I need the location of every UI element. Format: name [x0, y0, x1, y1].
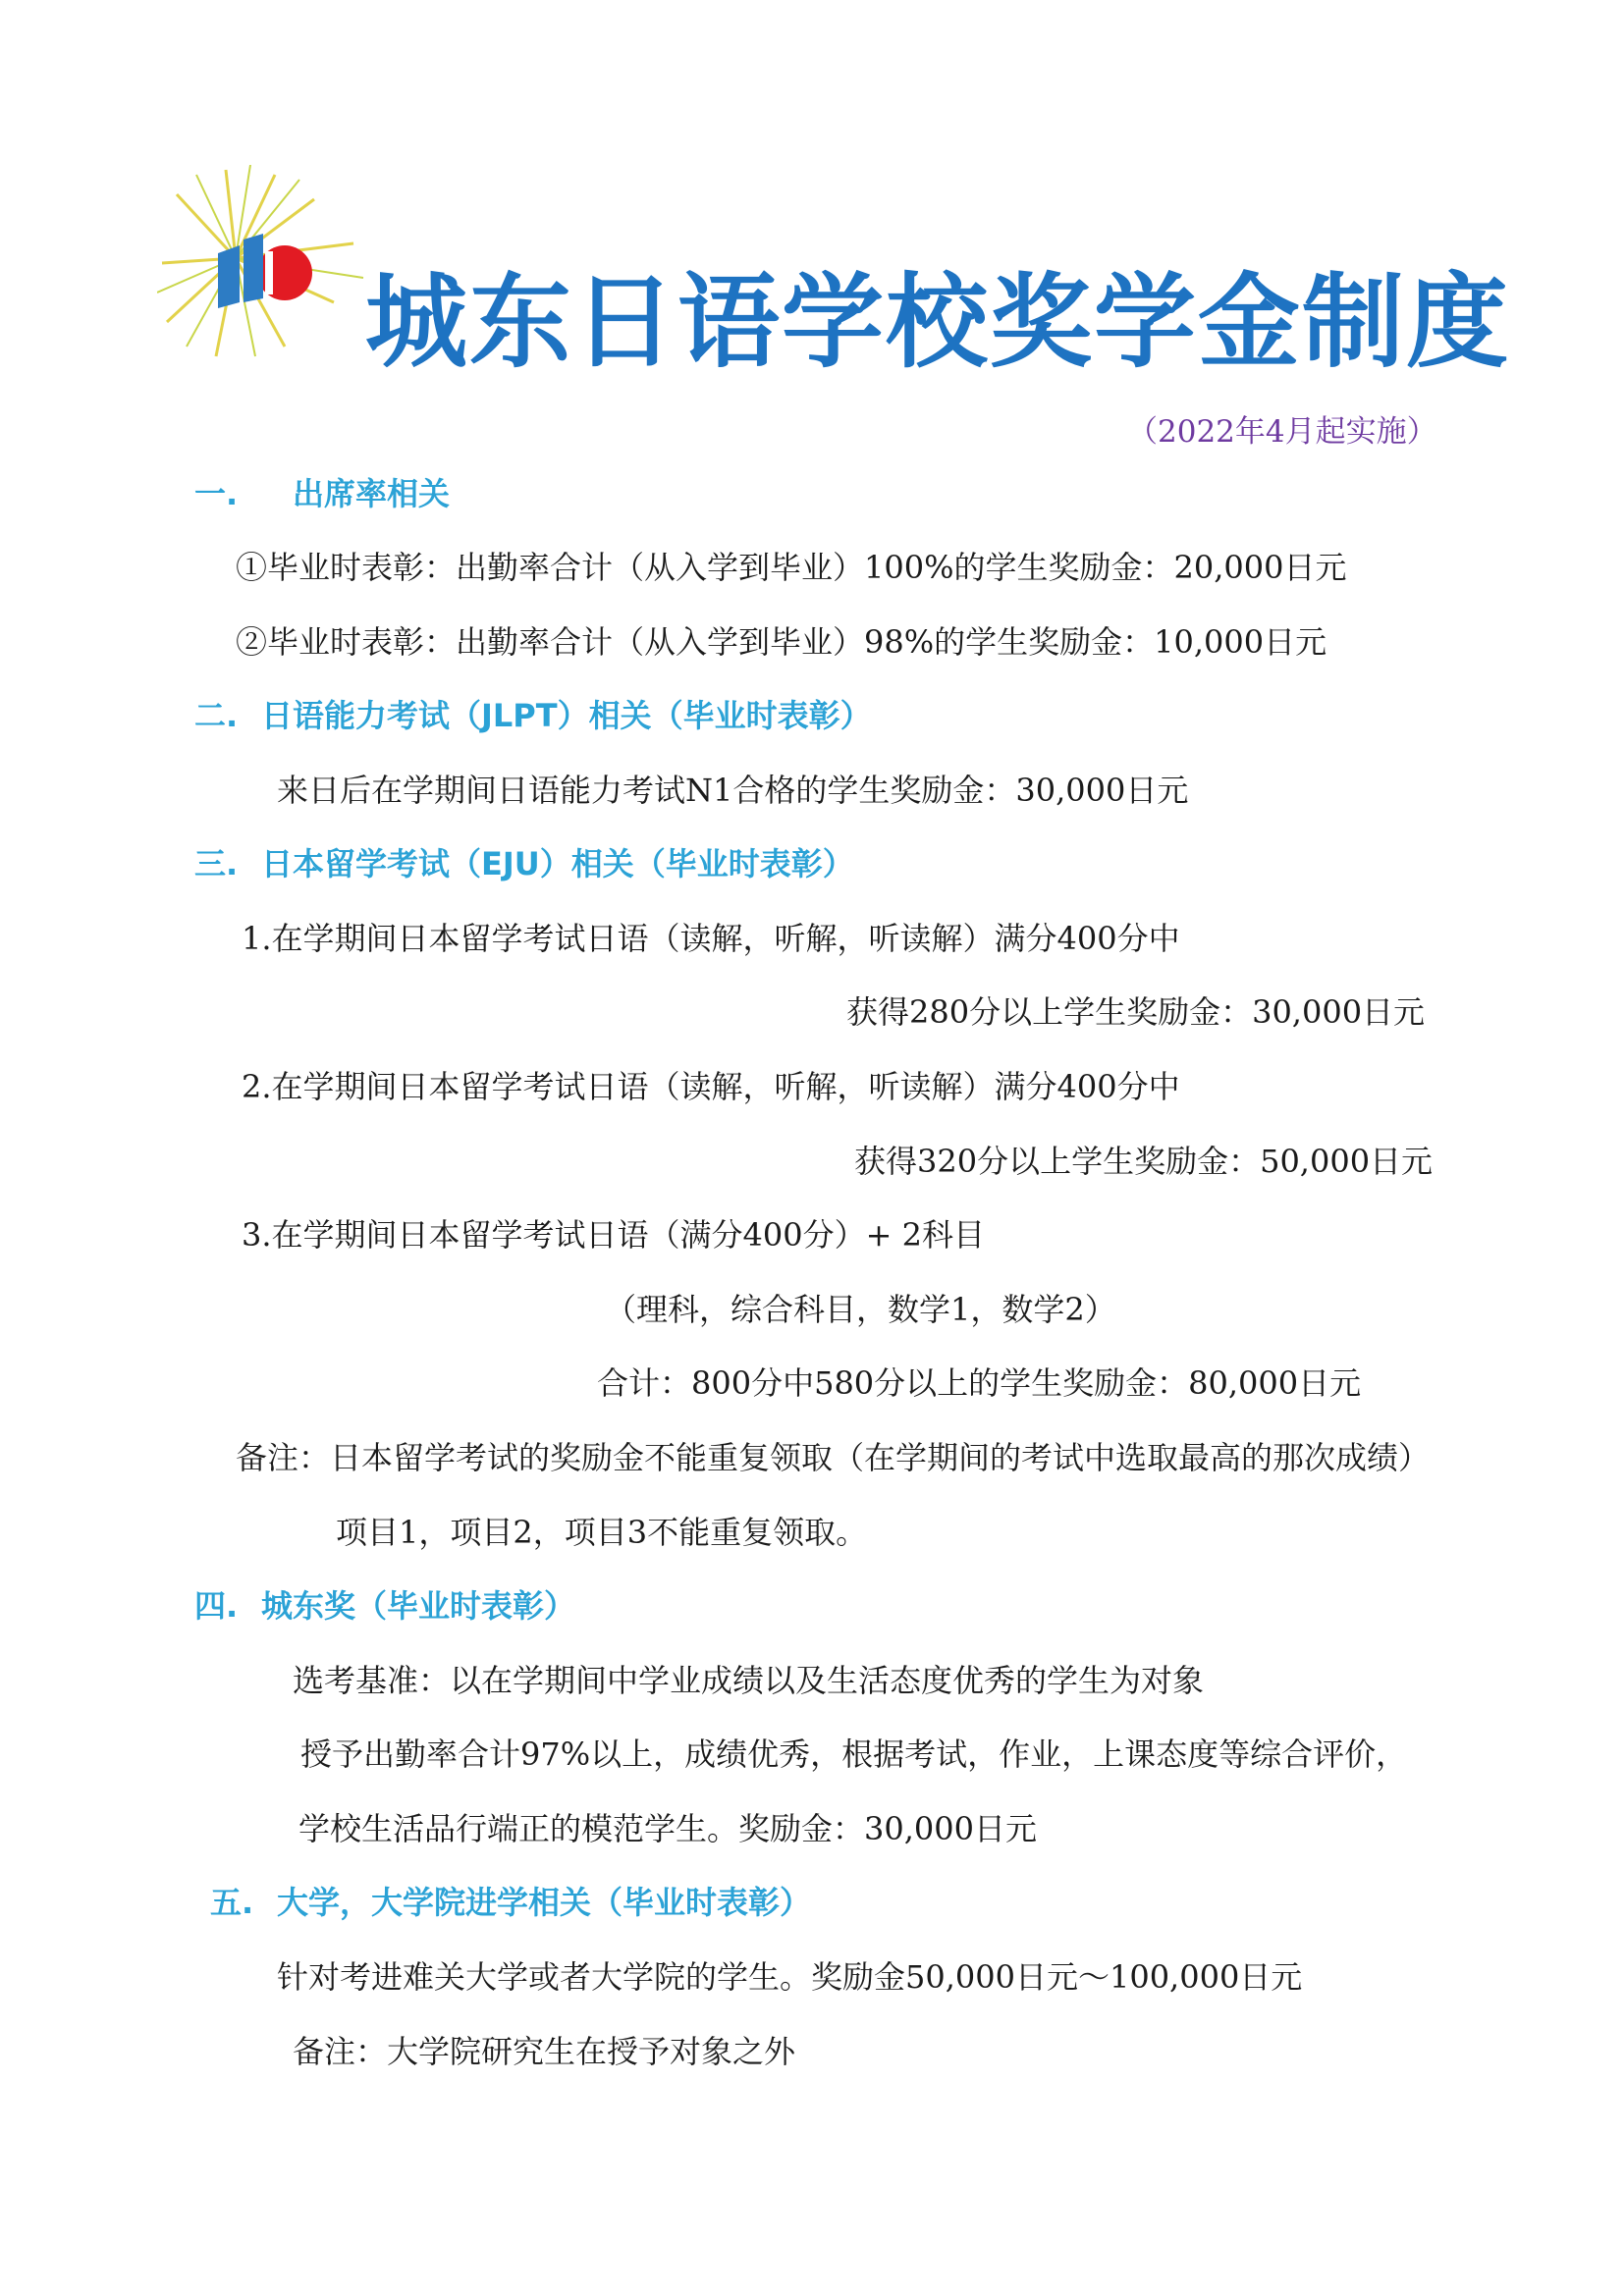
section-number: 三. [194, 845, 239, 882]
section-line: ①毕业时表彰：出勤率合计（从入学到毕业）100%的学生奖励金：20,000日元 [236, 549, 1347, 586]
section-note: 项目1，项目2，项目3不能重复领取。 [336, 1514, 868, 1551]
section-number: 一. [194, 475, 239, 512]
section-heading-joto-award [194, 1581, 575, 1627]
section-title: 日本留学考试（EJU）相关（毕业时表彰） [261, 845, 854, 882]
section-line: 授予出勤率合计97%以上，成绩优秀，根据考试，作业，上课态度等综合评价， [300, 1735, 1408, 1773]
page-title: 城东日语学校奖学金制度 [365, 262, 1511, 382]
section-line: 学校生活品行端正的模范学生。奖励金：30,000日元 [298, 1810, 1037, 1847]
section-line: 来日后在学期间日语能力考试N1合格的学生奖励金：30,000日元 [277, 772, 1189, 809]
section-heading-attendance [194, 469, 450, 514]
section-number: 五. [210, 1884, 254, 1921]
section-number: 二. [194, 697, 239, 734]
school-logo [157, 165, 373, 361]
section-title: 出席率相关 [293, 475, 451, 512]
section-number: 四. [194, 1587, 239, 1625]
section-line: 选考基准：以在学期间中学业成绩以及生活态度优秀的学生为对象 [293, 1662, 1205, 1699]
section-line: 3.在学期间日本留学考试日语（满分400分）+ 2科目 [242, 1216, 985, 1254]
section-heading-jlpt [194, 691, 872, 736]
section-line: （理科，综合科目，数学1，数学2） [605, 1291, 1116, 1328]
section-line: 获得280分以上学生奖励金：30,000日元 [846, 993, 1426, 1031]
section-line: 2.在学期间日本留学考试日语（读解，听解，听读解）满分400分中 [242, 1068, 1180, 1105]
section-line: 1.在学期间日本留学考试日语（读解，听解，听读解）满分400分中 [242, 920, 1180, 957]
section-line: 获得320分以上学生奖励金：50,000日元 [854, 1143, 1434, 1180]
section-note: 备注：日本留学考试的奖励金不能重复领取（在学期间的考试中选取最高的那次成绩） [236, 1439, 1431, 1476]
section-title: 日语能力考试（JLPT）相关（毕业时表彰） [261, 697, 872, 734]
section-title: 大学，大学院进学相关（毕业时表彰） [277, 1884, 812, 1921]
section-heading-university [210, 1878, 811, 1923]
section-title: 城东奖（毕业时表彰） [261, 1587, 576, 1625]
section-line: 合计：800分中580分以上的学生奖励金：80,000日元 [597, 1364, 1362, 1402]
section-line: 针对考进难关大学或者大学院的学生。奖励金50,000日元～100,000日元 [277, 1958, 1303, 1996]
section-line: ②毕业时表彰：出勤率合计（从入学到毕业）98%的学生奖励金：10,000日元 [236, 623, 1327, 661]
section-heading-eju [194, 839, 854, 884]
section-note: 备注：大学院研究生在授予对象之外 [293, 2033, 796, 2070]
effective-date: （2022年4月起实施） [1127, 414, 1437, 450]
